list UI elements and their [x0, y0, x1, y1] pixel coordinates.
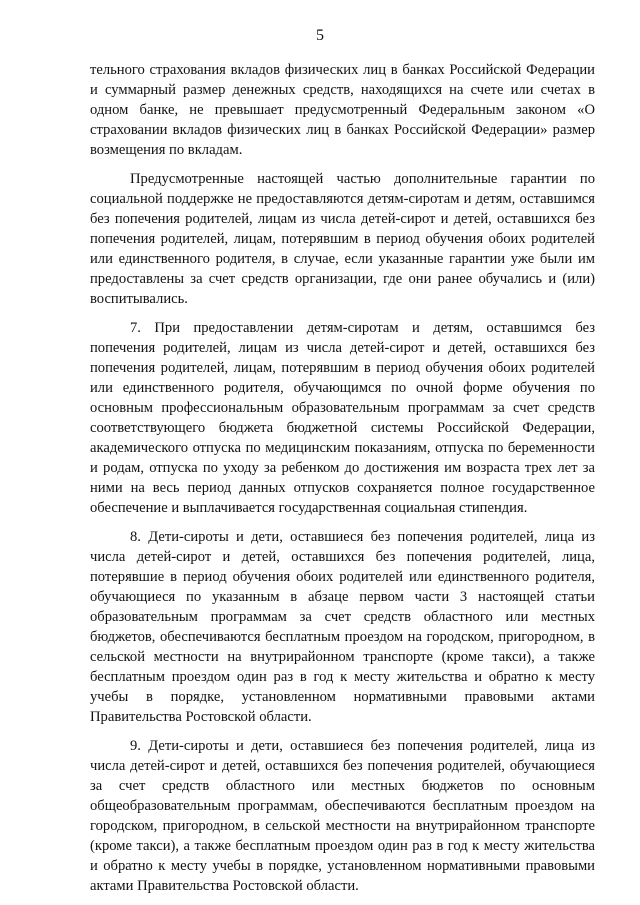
paragraph-item-9: 9. Дети-сироты и дети, оставшиеся без попечения родителей, лица из числа детей-сирот и детей, оставшихся без попечения родителей, обучающиеся за счет средств областного или местных бюджетов по основным общеобразовательным программам, обеспечиваются бесплатным проездом на городском, пригородном, в сельской местности на внутрирайонном транспорте (кроме такси), а также бесплатным проездом один раз в год к месту жительства и обратно к месту учебы в порядке, установленном нормативными правовыми актами Правительства Ростовской области. [90, 738, 595, 894]
paragraph-guarantees-exception: Предусмотренные настоящей частью дополнительные гарантии по социальной поддержке не предоставляются детям-сиротам и детям, оставшимся без попечения родителей, лицам из числа детей-сирот и детей, оставшихся без попечения родителей, лицам, потерявшим в период обучения обоих родителей или единственного родителя, в случае, если указанные гарантии уже были им предоставлены за счет средств организации, где они ранее обучались и (или) воспитывались. [90, 171, 595, 307]
document-body [90, 60, 595, 905]
page-number: 5 [316, 27, 324, 44]
paragraph-item-7: 7. При предоставлении детям-сиротам и детям, оставшимся без попечения родителей, лицам из числа детей-сирот и детей, оставшихся без попечения родителей, лицам, потерявшим в период обучения обоих родителей или единственного родителя, обучающимся по очной форме обучения по основным профессиональным образовательным программам за счет средств соответствующего бюджета бюджетной системы Российской Федерации, академического отпуска по медицинским показаниям, отпуска по беременности и родам, отпуска по уходу за ребенком до достижения им возраста трех лет за ними на весь период данных отпусков сохраняется полное государственное обеспечение и выплачивается государственная социальная стипендия. [90, 320, 595, 516]
paragraph-continuation: тельного страхования вкладов физических лиц в банках Российской Федерации и суммарный размер денежных средств, находящихся на счете или счетах в одном банке, не превышает предусмотренный Федеральным законом «О страховании вкладов физических лиц в банках Российской Федерации» размер возмещения по вкладам. [90, 62, 595, 158]
paragraph-item-8: 8. Дети-сироты и дети, оставшиеся без попечения родителей, лица из числа детей-сирот и детей, оставшихся без попечения родителей, лица, потерявшие в период обучения обоих родителей или единственного родителя, обучающиеся по указанным в абзаце первом части 3 настоящей статьи образовательным программам за счет средств областного или местных бюджетов, обеспечиваются бесплатным проездом на городском, пригородном, в сельской местности на внутрирайонном транспорте (кроме такси), а также бесплатным проездом один раз в год к месту жительства и обратно к месту учебы в порядке, установленном нормативными правовыми актами Правительства Ростовской области. [90, 529, 595, 725]
